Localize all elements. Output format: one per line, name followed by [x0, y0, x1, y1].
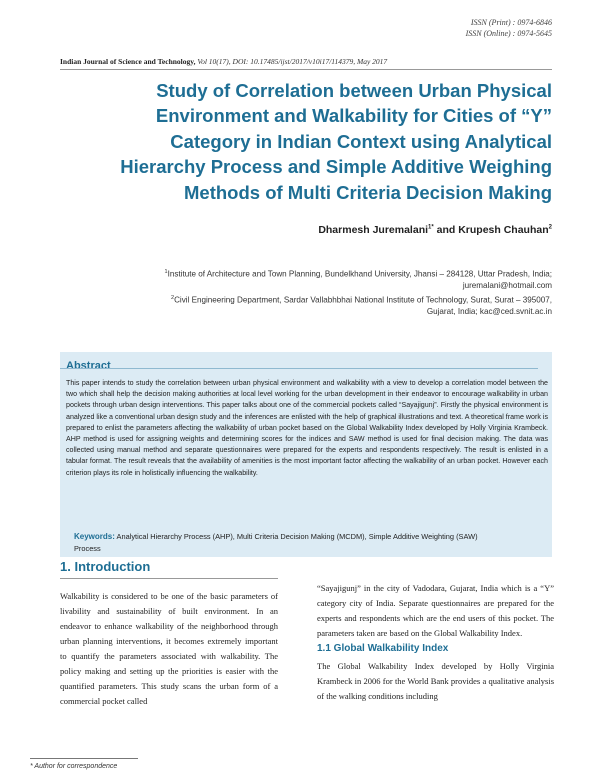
- footnote-rule: [30, 758, 138, 759]
- abstract-heading: Abstract: [66, 360, 111, 372]
- abstract-text: This paper intends to study the correlation between urban physical environment and walkability with a view to develop a correlation model between the two which shall help the decision making authorities at local level working for the urban development in their endeavor to encourage walkability in urban pockets through urban design interventions. This paper talks about one of the commercial pockets called “Sayajigunj”. Firstly the physical environment is analyzed like a conventional urban design study and the inferences are enlisted with the help of graphical illustrations and text. A theoretical frame work is prepared to enlist the parameters affecting the walkability of urban pocket based on the Global Walkability Index developed by Holly Virginia Krambeck. AHP method is used for assigning weights and determining scores for the indices and SAW method is used for final decision making. The data was collected using manual method and separate questionnaires were prepared for the experts and respondents respectively. The result is enlisted in a tabular format. The result reveals that the availability of amenities is the most important factor affecting the walkability of an urban pocket. However each criterion plays its role in holistically influencing the walkability.: [66, 379, 548, 477]
- aff2-sup: 2: [171, 295, 175, 301]
- column-1-text: Walkability is considered to be one of the basic parameters of livability and sustainability of built environment. In an endeavor to enhance walkability of the neighborhood through urban planning interventions, it becomes extremely important to quantify the parameters associated with walkability. The policy making and setting up the priorities is easier with the quantified parameters. This study scans the urban form of a commercial pocket called: [60, 591, 278, 706]
- column-2-text-2: The Global Walkability Index developed by Holly Virginia Krambeck in 2006 for the World Bank provides a qualitative analysis of the walking conditions including: [317, 661, 554, 701]
- column-2-text: “Sayajigunj” in the city of Vadodara, Gujarat, India which is a “Y” category city of India. Separate questionnaires are prepared for the experts and respondents which are the end users of this pocket. The parameters taken are based on the Global Walkability Index.: [317, 583, 554, 638]
- paper-title: Study of Correlation between Urban Physical Environment and Walkability for Cities of “Y” Category in Indian Context using Analytical Hierarchy Process and Simple Additive Weighing Methods of Multi Criteria Decision Making: [120, 80, 552, 203]
- authors: [318, 224, 552, 236]
- journal-details: Vol 10(17), DOI: 10.17485/ijst/2017/v10i17/114379, May 2017: [195, 57, 388, 66]
- footnote: * Author for correspondence: [30, 763, 118, 770]
- journal-citation: [60, 57, 387, 66]
- keywords: [74, 531, 494, 554]
- header-rule: [60, 69, 552, 70]
- keywords-label: Keywords:: [74, 532, 115, 541]
- section-rule: [60, 578, 278, 579]
- aff1-text: Institute of Architecture and Town Planning, Bundelkhand University, Jhansi – 284128, Uttar Pradesh, India;: [167, 269, 552, 279]
- aff2-text: Civil Engineering Department, Sardar Vallabhbhai National Institute of Technology, Surat, Surat – 395007,: [174, 295, 552, 305]
- abstract-rule: [60, 368, 538, 369]
- affiliation-2-line2: Gujarat, India; kac@ced.svnit.ac.in: [426, 307, 552, 316]
- author-1-sup: 1*: [428, 224, 434, 231]
- author-2: Krupesh Chauhan: [458, 224, 549, 236]
- aff1-sup: 1: [164, 269, 168, 275]
- issn-online: ISSN (Online) : 0974-5645: [465, 29, 552, 38]
- author-2-sup: 2: [548, 224, 552, 231]
- journal-name: Indian Journal of Science and Technology,: [60, 57, 196, 66]
- affiliation-1-email: juremalani@hotmail.com: [462, 281, 552, 290]
- subsection-heading: 1.1 Global Walkability Index: [317, 643, 449, 654]
- issn-print: ISSN (Print) : 0974-6846: [470, 18, 552, 27]
- author-1: Dharmesh Juremalani: [318, 224, 429, 236]
- keywords-text: Analytical Hierarchy Process (AHP), Multi Criteria Decision Making (MCDM), Simple Additive Weighting (SAW) Process: [74, 532, 478, 553]
- authors-and: and: [433, 224, 459, 236]
- section-heading-introduction: 1. Introduction: [60, 559, 151, 574]
